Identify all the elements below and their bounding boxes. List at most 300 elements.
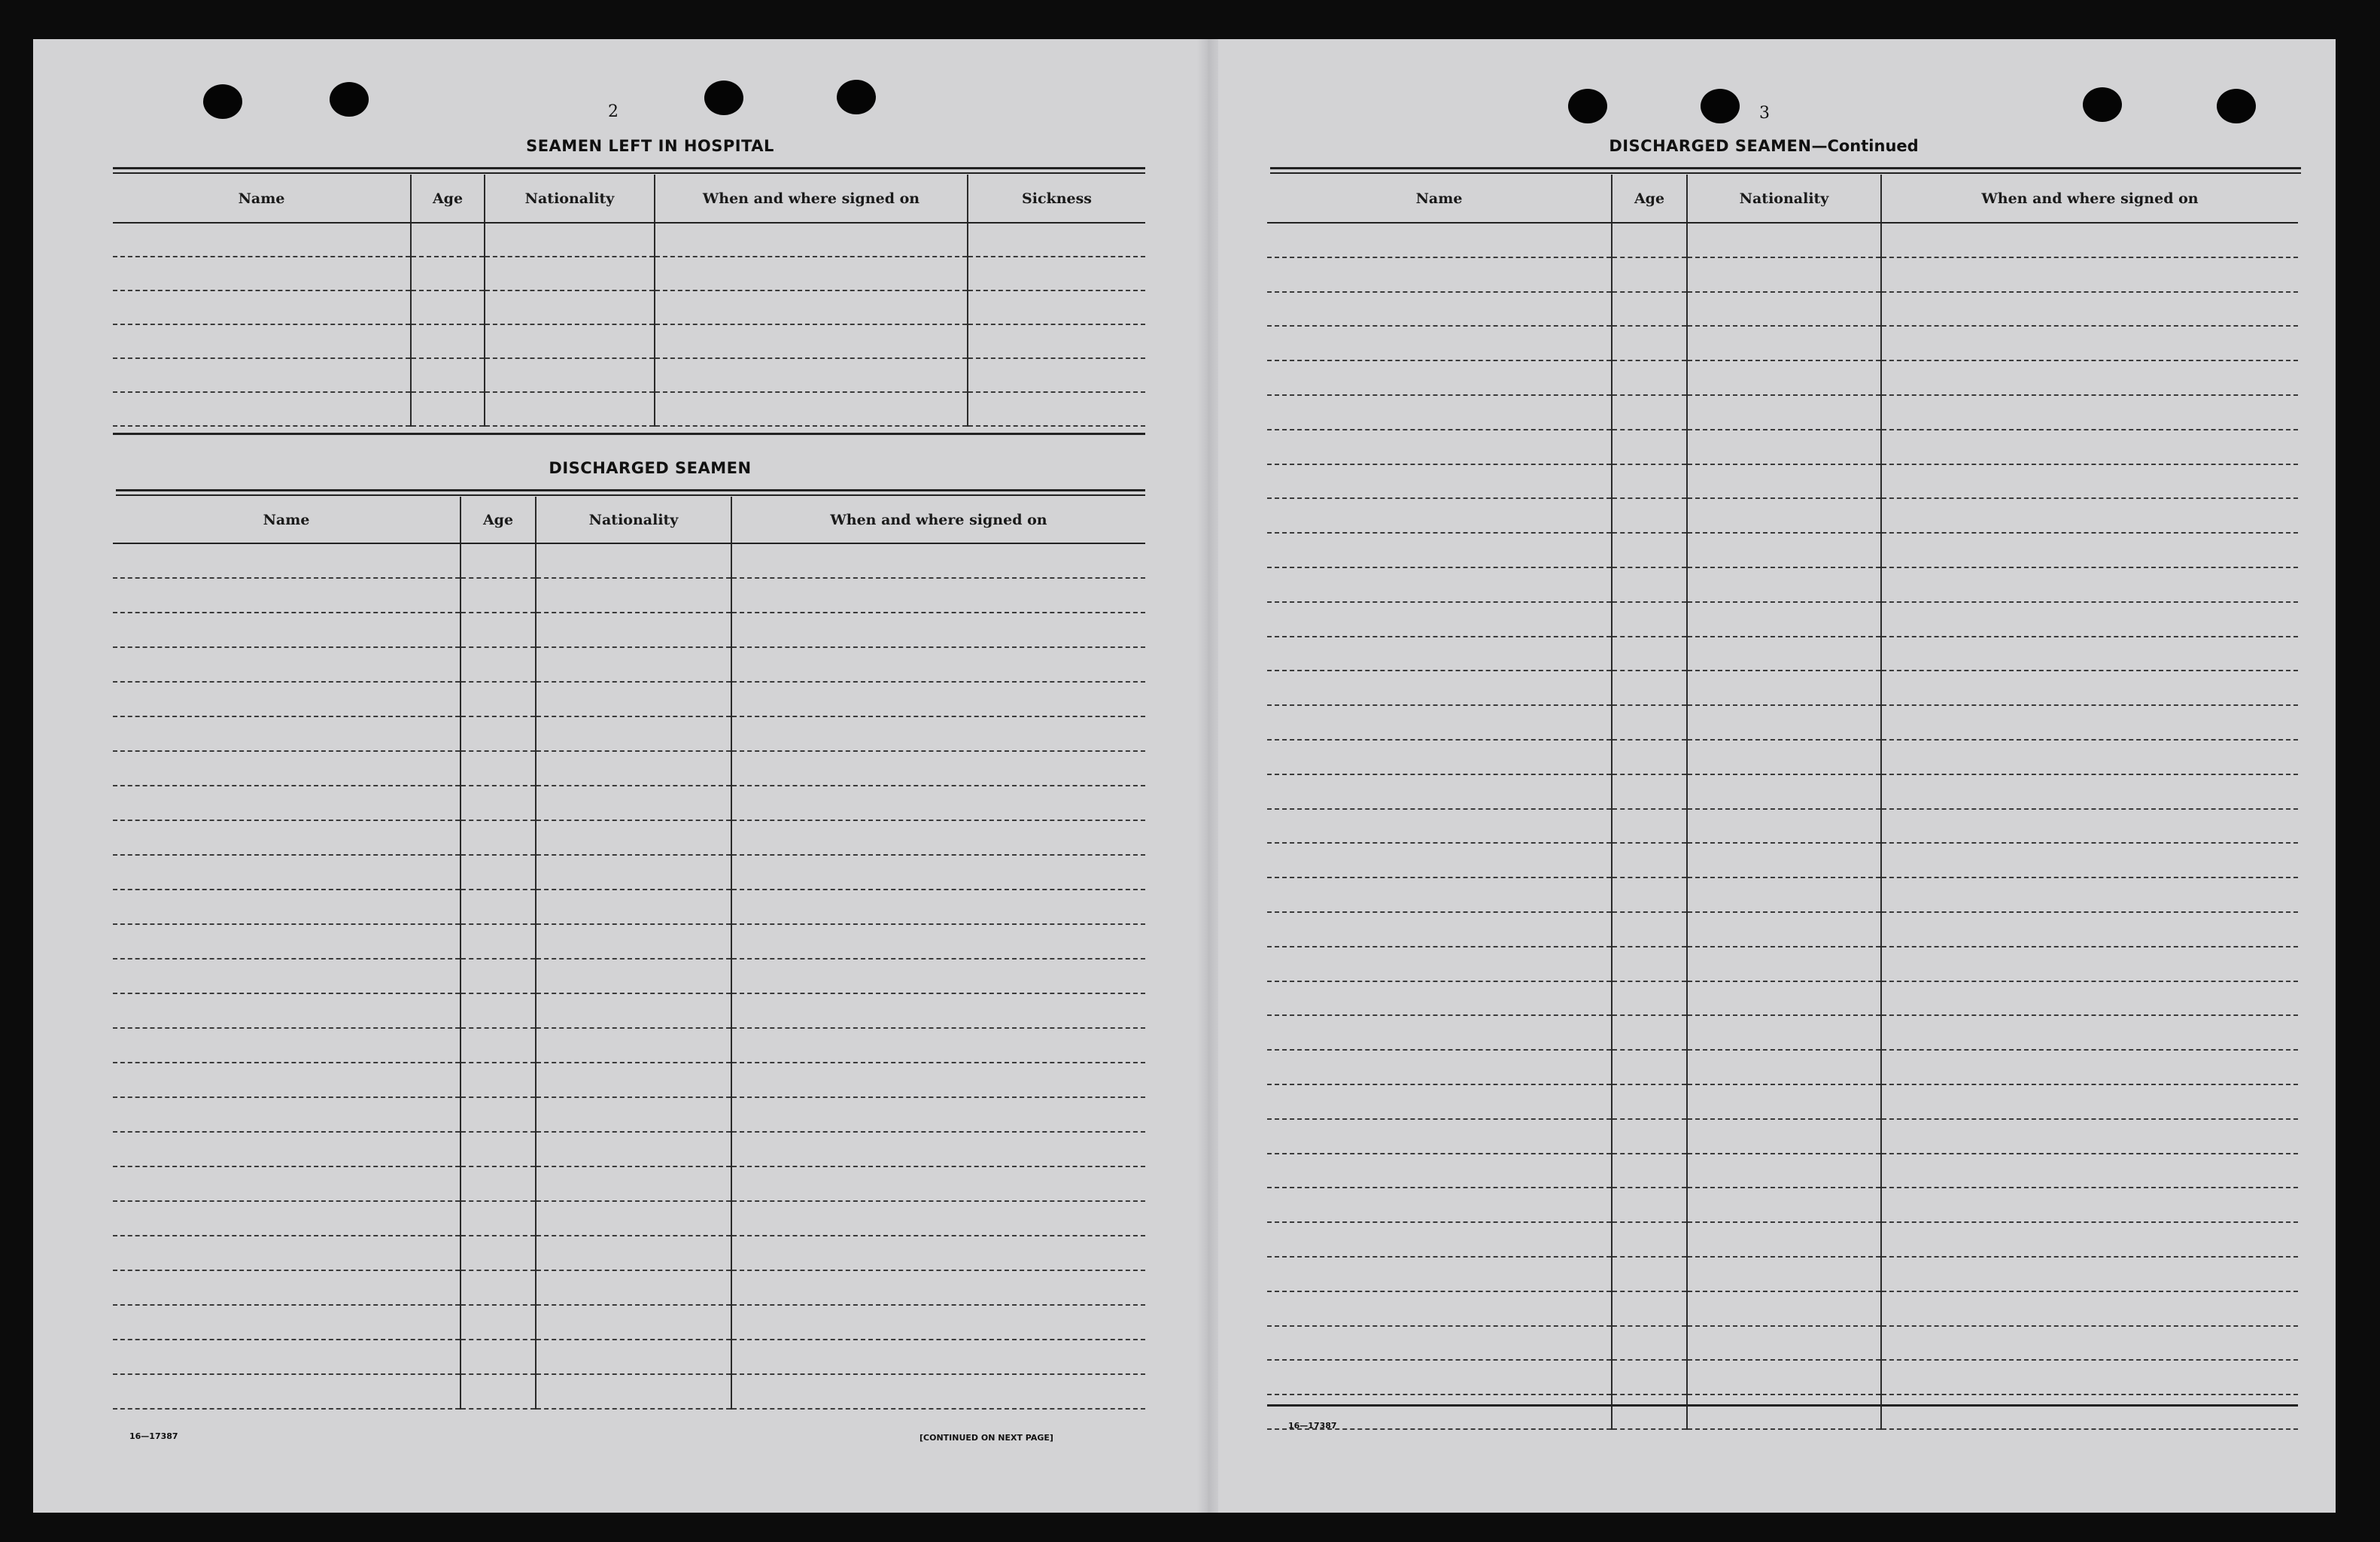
table-cell[interactable] [1267,809,1612,844]
table-cell[interactable] [536,543,731,578]
table-cell[interactable] [968,358,1145,392]
table-cell[interactable] [113,924,460,959]
table-cell[interactable] [1687,1050,1881,1084]
table-cell[interactable] [1612,1360,1687,1394]
table-cell[interactable] [113,890,460,924]
table-cell[interactable] [460,820,536,855]
table-cell[interactable] [460,682,536,716]
table-row [113,1305,1145,1340]
table-cell[interactable] [1687,705,1881,740]
table-cell[interactable] [1267,981,1612,1016]
table-cell[interactable] [1612,257,1687,292]
table-cell[interactable] [460,1374,536,1409]
table-cell[interactable] [1612,533,1687,567]
table-cell[interactable] [1881,326,2298,360]
table-cell[interactable] [1881,1015,2298,1050]
table-cell[interactable] [460,647,536,682]
table-cell[interactable] [113,1305,460,1340]
table-cell[interactable] [1687,947,1881,981]
table-row [1267,1188,2298,1222]
table-cell[interactable] [1687,1119,1881,1154]
table-cell[interactable] [731,786,1145,820]
table-cell[interactable] [1687,1222,1881,1257]
table-cell[interactable] [536,1028,731,1063]
table-cell[interactable] [731,890,1145,924]
table-cell[interactable] [536,1097,731,1132]
table-cell[interactable] [536,1305,731,1340]
table-cell[interactable] [1612,326,1687,360]
table-cell[interactable] [731,1166,1145,1201]
table-cell[interactable] [1687,430,1881,464]
hospital-table [113,175,1145,427]
table-cell[interactable] [1687,809,1881,844]
table-row [1267,1015,2298,1050]
table-cell[interactable] [1881,740,2298,774]
table-cell[interactable] [1881,464,2298,499]
table-cell[interactable] [968,257,1145,290]
table-cell[interactable] [536,1132,731,1166]
table-cell[interactable] [411,392,485,426]
table-cell[interactable] [731,1236,1145,1270]
table-cell[interactable] [460,1270,536,1305]
table-cell[interactable] [113,1028,460,1063]
table-cell[interactable] [1687,912,1881,947]
table-cell[interactable] [1687,843,1881,877]
table-cell[interactable] [731,959,1145,993]
table-cell[interactable] [1267,843,1612,877]
table-cell[interactable] [1881,1394,2298,1429]
table-cell[interactable] [1687,1394,1881,1429]
table-row [113,890,1145,924]
table-cell[interactable] [1687,1360,1881,1394]
table-row [113,1374,1145,1409]
punch-hole [330,82,369,117]
table-cell[interactable] [536,716,731,751]
table-cell[interactable] [411,257,485,290]
table-cell[interactable] [655,358,968,392]
table-cell[interactable] [1612,1394,1687,1429]
table-cell[interactable] [1267,1291,1612,1326]
table-row [1267,1050,2298,1084]
table-row [1267,223,2298,257]
table-cell[interactable] [1612,567,1687,602]
table-cell[interactable] [968,223,1145,257]
table-cell[interactable] [113,1097,460,1132]
table-cell[interactable] [536,855,731,890]
table-cell[interactable] [731,716,1145,751]
table-cell[interactable] [485,257,655,290]
table-cell[interactable] [460,1166,536,1201]
table-cell[interactable] [460,993,536,1028]
table-cell[interactable] [1687,395,1881,430]
table-cell[interactable] [1687,360,1881,395]
table-cell[interactable] [1881,1119,2298,1154]
table-cell[interactable] [1267,395,1612,430]
table-cell[interactable] [655,324,968,358]
table-cell[interactable] [1612,1119,1687,1154]
table-row [1267,740,2298,774]
table-cell[interactable] [1267,1050,1612,1084]
table-row [113,1270,1145,1305]
table-cell[interactable] [1612,843,1687,877]
table-cell[interactable] [968,392,1145,426]
table-cell[interactable] [485,290,655,324]
table-cell[interactable] [1687,464,1881,499]
table-row [113,1028,1145,1063]
table-cell[interactable] [731,1305,1145,1340]
table-cell[interactable] [1687,1154,1881,1188]
table-cell[interactable] [1881,877,2298,912]
table-cell[interactable] [1881,1222,2298,1257]
table-cell[interactable] [1881,223,2298,257]
table-cell[interactable] [1881,1050,2298,1084]
table-cell[interactable] [460,1201,536,1236]
table-cell[interactable] [1881,1257,2298,1291]
table-cell[interactable] [411,290,485,324]
table-cell[interactable] [113,543,460,578]
table-cell[interactable] [1612,637,1687,671]
table-cell[interactable] [1267,1222,1612,1257]
table-cell[interactable] [1267,705,1612,740]
table-cell[interactable] [460,890,536,924]
table-cell[interactable] [460,959,536,993]
table-cell[interactable] [1687,533,1881,567]
table-cell[interactable] [731,543,1145,578]
table-cell[interactable] [536,1166,731,1201]
hospital-section-title: SEAMEN LEFT IN HOSPITAL [526,137,774,155]
table-cell[interactable] [1612,1050,1687,1084]
table-cell[interactable] [485,223,655,257]
table-cell[interactable] [1687,981,1881,1016]
table-cell[interactable] [1687,602,1881,637]
table-cell[interactable] [1612,360,1687,395]
table-cell[interactable] [1612,1015,1687,1050]
table-cell[interactable] [113,959,460,993]
table-cell[interactable] [731,1340,1145,1374]
table-cell[interactable] [1267,947,1612,981]
table-cell[interactable] [1267,1119,1612,1154]
table-cell[interactable] [655,257,968,290]
table-cell[interactable] [1612,430,1687,464]
table-cell[interactable] [536,1374,731,1409]
table-cell[interactable] [1687,498,1881,533]
table-cell[interactable] [485,392,655,426]
table-cell[interactable] [113,786,460,820]
table-cell[interactable] [731,1270,1145,1305]
table-cell[interactable] [1612,981,1687,1016]
table-cell[interactable] [113,820,460,855]
table-cell[interactable] [1612,774,1687,809]
table-cell[interactable] [1881,705,2298,740]
table-cell[interactable] [731,1063,1145,1097]
table-cell[interactable] [1267,1257,1612,1291]
table-cell[interactable] [1881,1360,2298,1394]
table-cell[interactable] [1612,1188,1687,1222]
table-cell[interactable] [1881,430,2298,464]
table-cell[interactable] [1267,877,1612,912]
table-cell[interactable] [1267,740,1612,774]
table-cell[interactable] [1881,395,2298,430]
table-cell[interactable] [1267,326,1612,360]
table-cell[interactable] [460,1097,536,1132]
table-cell[interactable] [1881,809,2298,844]
table-cell[interactable] [536,1340,731,1374]
table-cell[interactable] [1267,257,1612,292]
table-cell[interactable] [1881,1084,2298,1119]
table-row [113,647,1145,682]
table-cell[interactable] [113,1270,460,1305]
table-cell[interactable] [731,682,1145,716]
table-cell[interactable] [113,358,411,392]
table-cell[interactable] [1267,602,1612,637]
table-cell[interactable] [460,716,536,751]
table-cell[interactable] [1687,292,1881,327]
table-cell[interactable] [655,223,968,257]
table-row [1267,602,2298,637]
table-cell[interactable] [1881,1188,2298,1222]
hospital-bottom-rule [113,433,1145,435]
table-cell[interactable] [411,223,485,257]
punch-hole [704,81,743,115]
table-cell[interactable] [536,1201,731,1236]
table-cell[interactable] [1687,257,1881,292]
table-cell[interactable] [536,993,731,1028]
table-cell[interactable] [113,716,460,751]
table-cell[interactable] [1612,740,1687,774]
table-cell[interactable] [655,392,968,426]
table-cell[interactable] [1687,774,1881,809]
table-row [113,1201,1145,1236]
table-cell[interactable] [1612,1257,1687,1291]
table-cell[interactable] [1267,464,1612,499]
table-cell[interactable] [1881,257,2298,292]
table-cell[interactable] [1267,498,1612,533]
table-cell[interactable] [460,924,536,959]
table-row [113,578,1145,613]
table-cell[interactable] [536,578,731,613]
table-cell[interactable] [731,613,1145,647]
table-cell[interactable] [485,324,655,358]
table-cell[interactable] [1267,430,1612,464]
table-cell[interactable] [536,682,731,716]
table-cell[interactable] [1267,1015,1612,1050]
table-cell[interactable] [113,1236,460,1270]
table-cell[interactable] [1267,671,1612,705]
table-cell[interactable] [536,959,731,993]
table-cell[interactable] [1881,843,2298,877]
table-cell[interactable] [113,324,411,358]
table-row [1267,464,2298,499]
table-cell[interactable] [460,613,536,647]
table-cell[interactable] [1687,567,1881,602]
table-cell[interactable] [1612,947,1687,981]
table-cell[interactable] [460,543,536,578]
table-cell[interactable] [1687,1015,1881,1050]
table-cell[interactable] [1267,567,1612,602]
table-cell[interactable] [1687,223,1881,257]
table-cell[interactable] [731,578,1145,613]
table-cell[interactable] [1881,981,2298,1016]
table-cell[interactable] [1881,498,2298,533]
table-cell[interactable] [731,1374,1145,1409]
table-cell[interactable] [113,647,460,682]
table-cell[interactable] [1267,292,1612,327]
table-cell[interactable] [113,751,460,786]
table-cell[interactable] [1267,1084,1612,1119]
table-cell[interactable] [1612,1291,1687,1326]
table-cell[interactable] [1612,1326,1687,1361]
table-cell[interactable] [655,290,968,324]
table-cell[interactable] [113,223,411,257]
table-cell[interactable] [1881,1326,2298,1361]
table-cell[interactable] [1612,1154,1687,1188]
table-cell[interactable] [731,1097,1145,1132]
table-row [1267,1119,2298,1154]
table-cell[interactable] [460,786,536,820]
table-cell[interactable] [113,290,411,324]
table-cell[interactable] [1881,671,2298,705]
table-cell[interactable] [536,1236,731,1270]
table-cell[interactable] [1881,360,2298,395]
table-cell[interactable] [1881,637,2298,671]
table-cell[interactable] [113,392,411,426]
table-cell[interactable] [968,290,1145,324]
table-cell[interactable] [1267,223,1612,257]
table-cell[interactable] [1881,947,2298,981]
table-cell[interactable] [411,324,485,358]
table-cell[interactable] [113,855,460,890]
table-cell[interactable] [1612,602,1687,637]
table-cell[interactable] [1687,326,1881,360]
table-cell[interactable] [536,890,731,924]
table-cell[interactable] [731,647,1145,682]
table-cell[interactable] [113,578,460,613]
table-cell[interactable] [731,924,1145,959]
table-cell[interactable] [1687,877,1881,912]
table-cell[interactable] [1267,1154,1612,1188]
table-cell[interactable] [1612,877,1687,912]
table-cell[interactable] [1612,671,1687,705]
table-cell[interactable] [731,820,1145,855]
table-cell[interactable] [1612,464,1687,499]
table-cell[interactable] [536,1063,731,1097]
table-cell[interactable] [1881,912,2298,947]
table-cell[interactable] [1612,1222,1687,1257]
table-cell[interactable] [460,1305,536,1340]
table-cell[interactable] [1687,1257,1881,1291]
form-code-right: 16—17387 [1288,1421,1337,1431]
table-cell[interactable] [1267,774,1612,809]
table-row [1267,326,2298,360]
table-cell[interactable] [460,1028,536,1063]
table-cell[interactable] [1612,395,1687,430]
table-cell[interactable] [731,1132,1145,1166]
table-cell[interactable] [1687,1326,1881,1361]
table-cell[interactable] [113,1201,460,1236]
table-cell[interactable] [1881,1291,2298,1326]
table-cell[interactable] [1612,292,1687,327]
table-cell[interactable] [1881,292,2298,327]
table-cell[interactable] [1612,1084,1687,1119]
table-cell[interactable] [460,1340,536,1374]
table-cell[interactable] [113,257,411,290]
table-cell[interactable] [113,682,460,716]
table-cell[interactable] [113,1063,460,1097]
table-row [113,820,1145,855]
table-cell[interactable] [460,1063,536,1097]
continued-top-rule-2 [1270,172,2301,174]
table-cell[interactable] [1687,1291,1881,1326]
table-cell[interactable] [536,820,731,855]
table-cell[interactable] [731,1201,1145,1236]
table-cell[interactable] [460,1132,536,1166]
table-cell[interactable] [968,324,1145,358]
table-cell[interactable] [1267,912,1612,947]
table-cell[interactable] [460,1236,536,1270]
table-cell[interactable] [1267,637,1612,671]
table-cell[interactable] [731,751,1145,786]
table-cell[interactable] [1687,637,1881,671]
table-cell[interactable] [113,1340,460,1374]
table-cell[interactable] [1687,1188,1881,1222]
table-cell[interactable] [113,993,460,1028]
table-cell[interactable] [1612,223,1687,257]
table-cell[interactable] [460,855,536,890]
table-cell[interactable] [1612,705,1687,740]
table-cell[interactable] [731,855,1145,890]
table-cell[interactable] [411,358,485,392]
discharged-continued-title-suffix: —Continued [1811,137,1919,155]
table-cell[interactable] [460,751,536,786]
table-cell[interactable] [536,647,731,682]
table-row [1267,705,2298,740]
table-cell[interactable] [1267,1326,1612,1361]
table-cell[interactable] [113,1132,460,1166]
continued-top-rule [1270,167,2301,169]
table-cell[interactable] [113,1166,460,1201]
table-cell[interactable] [1267,360,1612,395]
table-cell[interactable] [1881,567,2298,602]
table-cell[interactable] [485,358,655,392]
table-cell[interactable] [460,578,536,613]
table-cell[interactable] [1687,740,1881,774]
table-cell[interactable] [731,993,1145,1028]
table-cell[interactable] [731,1028,1145,1063]
table-cell[interactable] [536,924,731,959]
table-row [113,993,1145,1028]
table-cell[interactable] [1687,1084,1881,1119]
table-cell[interactable] [1881,602,2298,637]
table-cell[interactable] [1267,1188,1612,1222]
table-cell[interactable] [1881,533,2298,567]
table-cell[interactable] [1881,1154,2298,1188]
table-cell[interactable] [1612,912,1687,947]
table-cell[interactable] [536,786,731,820]
table-row [113,358,1145,392]
table-cell[interactable] [536,1270,731,1305]
table-cell[interactable] [536,751,731,786]
table-cell[interactable] [536,613,731,647]
table-row [113,855,1145,890]
table-cell[interactable] [1267,533,1612,567]
table-cell[interactable] [1687,671,1881,705]
table-cell[interactable] [1881,774,2298,809]
table-cell[interactable] [1267,1360,1612,1394]
table-cell[interactable] [113,613,460,647]
table-cell[interactable] [1612,809,1687,844]
table-cell[interactable] [1612,498,1687,533]
table-cell[interactable] [113,1374,460,1409]
